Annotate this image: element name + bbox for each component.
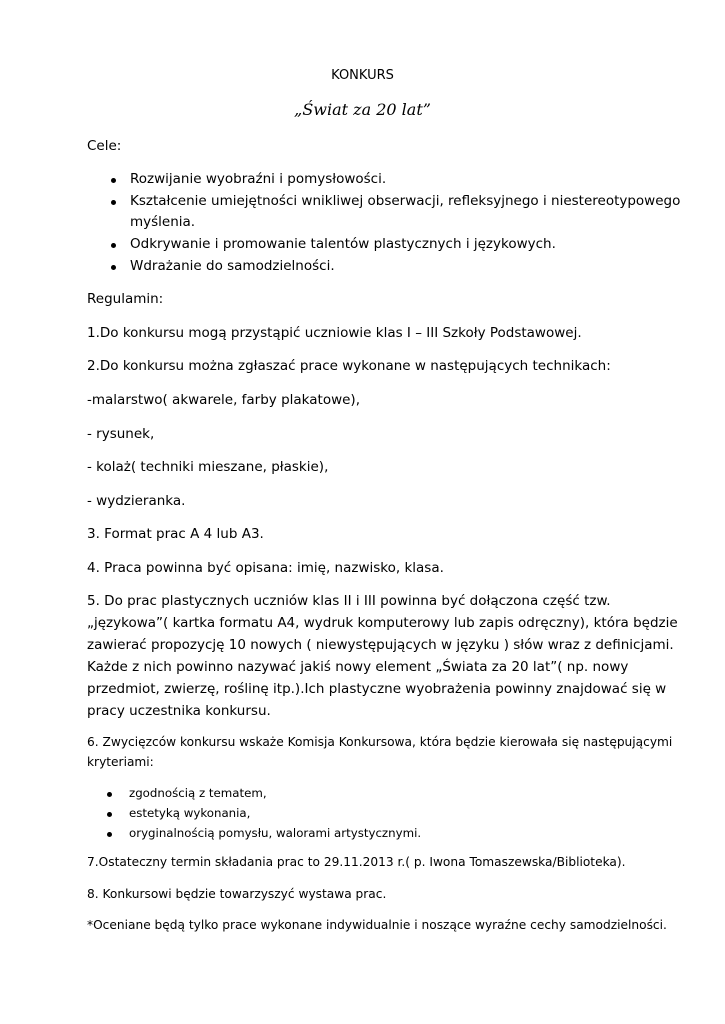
goal-item: Wdrażanie do samodzielności. <box>130 258 335 274</box>
bullet-icon <box>111 243 116 248</box>
technique-item: -malarstwo( akwarele, farby plakatowe), <box>87 392 360 408</box>
page-title: KONKURS <box>331 68 394 83</box>
rule-6-line: 6. Zwycięzców konkursu wskaże Komisja Konkursowa, która będzie kierowała się następującymi <box>87 735 673 749</box>
rule-8: 8. Konkursowi będzie towarzyszyć wystawa prac. <box>87 887 387 901</box>
criterion-item: zgodnością z tematem, <box>129 786 267 800</box>
rule-7: 7.Ostateczny termin składania prac to 29.11.2013 r.( p. Iwona Tomaszewska/Biblioteka). <box>87 855 626 869</box>
bullet-icon <box>107 812 112 817</box>
bullet-icon <box>111 200 116 205</box>
technique-item: - wydzieranka. <box>87 493 186 509</box>
technique-item: - kolaż( techniki mieszane, płaskie), <box>87 459 329 475</box>
page-subtitle: „Świat za 20 lat” <box>294 100 431 119</box>
rule-3: 3. Format prac A 4 lub A3. <box>87 526 264 542</box>
bullet-icon <box>107 832 112 837</box>
goal-item: Rozwijanie wyobraźni i pomysłowości. <box>130 171 387 187</box>
rule-4: 4. Praca powinna być opisana: imię, nazwisko, klasa. <box>87 560 444 576</box>
goal-item: Kształcenie umiejętności wnikliwej obserwacji, refleksyjnego i niestereotypowego <box>130 193 681 209</box>
bullet-icon <box>107 792 112 797</box>
rule-1: 1.Do konkursu mogą przystąpić uczniowie klas I – III Szkoły Podstawowej. <box>87 325 582 341</box>
criterion-item: estetyką wykonania, <box>129 806 251 820</box>
goal-item-continuation: myślenia. <box>130 214 196 230</box>
rule-5-line: przedmiot, zwierzę, roślinę itp.).Ich plastyczne wyobrażenia powinny znajdować się w <box>87 681 667 697</box>
bullet-icon <box>111 178 116 183</box>
rule-5-line: Każde z nich powinno nazywać jakiś nowy element „Świata za 20 lat”( np. nowy <box>87 659 629 675</box>
rule-5-line: 5. Do prac plastycznych uczniów klas II i III powinna być dołączona część tzw. <box>87 593 611 609</box>
closing-note: *Oceniane będą tylko prace wykonane indywidualnie i noszące wyraźne cechy samodzielności. <box>87 918 667 932</box>
rule-2: 2.Do konkursu można zgłaszać prace wykonane w następujących technikach: <box>87 358 611 374</box>
bullet-icon <box>111 265 116 270</box>
goals-heading: Cele: <box>87 138 122 154</box>
criterion-item: oryginalnością pomysłu, walorami artystycznymi. <box>129 826 422 840</box>
rule-6-line: kryteriami: <box>87 755 154 769</box>
technique-item: - rysunek, <box>87 426 155 442</box>
rule-5-line: „językowa”( kartka formatu A4, wydruk komputerowy lub zapis odręczny), która będzie <box>87 615 678 631</box>
rules-heading: Regulamin: <box>87 291 164 307</box>
goal-item: Odkrywanie i promowanie talentów plastycznych i językowych. <box>130 236 556 252</box>
rule-5-line: zawierać propozycję 10 nowych ( niewystępujących w języku ) słów wraz z definicjami. <box>87 637 674 653</box>
rule-5-line: pracy uczestnika konkursu. <box>87 703 271 719</box>
